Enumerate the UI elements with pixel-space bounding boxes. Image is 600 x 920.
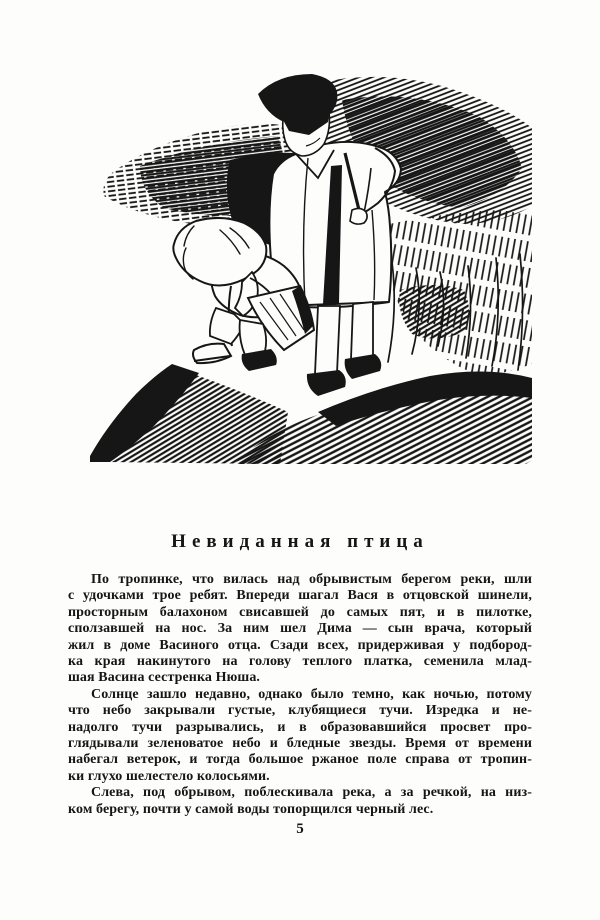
text-line: По тропинке, что вилась над обрывистым берегом реки, шли — [91, 572, 532, 587]
text-line: жил в доме Васиного отца. Сзади всех, придерживая у подбород- — [68, 637, 532, 653]
text-line: набегал ветерок, и тогда большое ржаное поле справа от тропин- — [68, 752, 532, 768]
book-illustration — [82, 58, 534, 466]
pen-ink-drawing — [82, 58, 534, 466]
text-line: ком берегу, почти у самой воды топорщился черный лес. — [68, 801, 434, 817]
text-line: надолго тучи разрывались, и в образовавшийся просвет про- — [68, 719, 532, 735]
text-line: ка края накинутого на голову теплого платка, семенила млад- — [68, 654, 532, 670]
text-line: что небо закрывали густые, клубящиеся тучи. Изредка и не- — [68, 703, 532, 719]
chapter-title: Невиданная птица — [171, 531, 429, 552]
text-line: с удочками трое ребят. Впереди шагал Вася в отцовской шинели, — [68, 588, 532, 604]
text-line: ки глухо шелестело колосьями. — [68, 768, 270, 784]
text-line: Слева, под обрывом, поблескивала река, а за речкой, на низ- — [91, 785, 532, 801]
text-line: просторным балахоном свисавшей до самых пят, и в пилотке, — [68, 604, 532, 620]
body-text — [68, 572, 532, 818]
text-line: Солнце зашло недавно, однако было темно, как ночью, потому — [91, 686, 532, 702]
text-line: сползавшей на нос. За ним шел Дима — сын врача, который — [68, 621, 532, 637]
page-number: 5 — [296, 821, 304, 837]
text-line: шая Васина сестренка Нюша. — [68, 670, 261, 686]
text-line: глядывали зеленоватое небо и бледные звезды. Время от времени — [68, 736, 532, 752]
